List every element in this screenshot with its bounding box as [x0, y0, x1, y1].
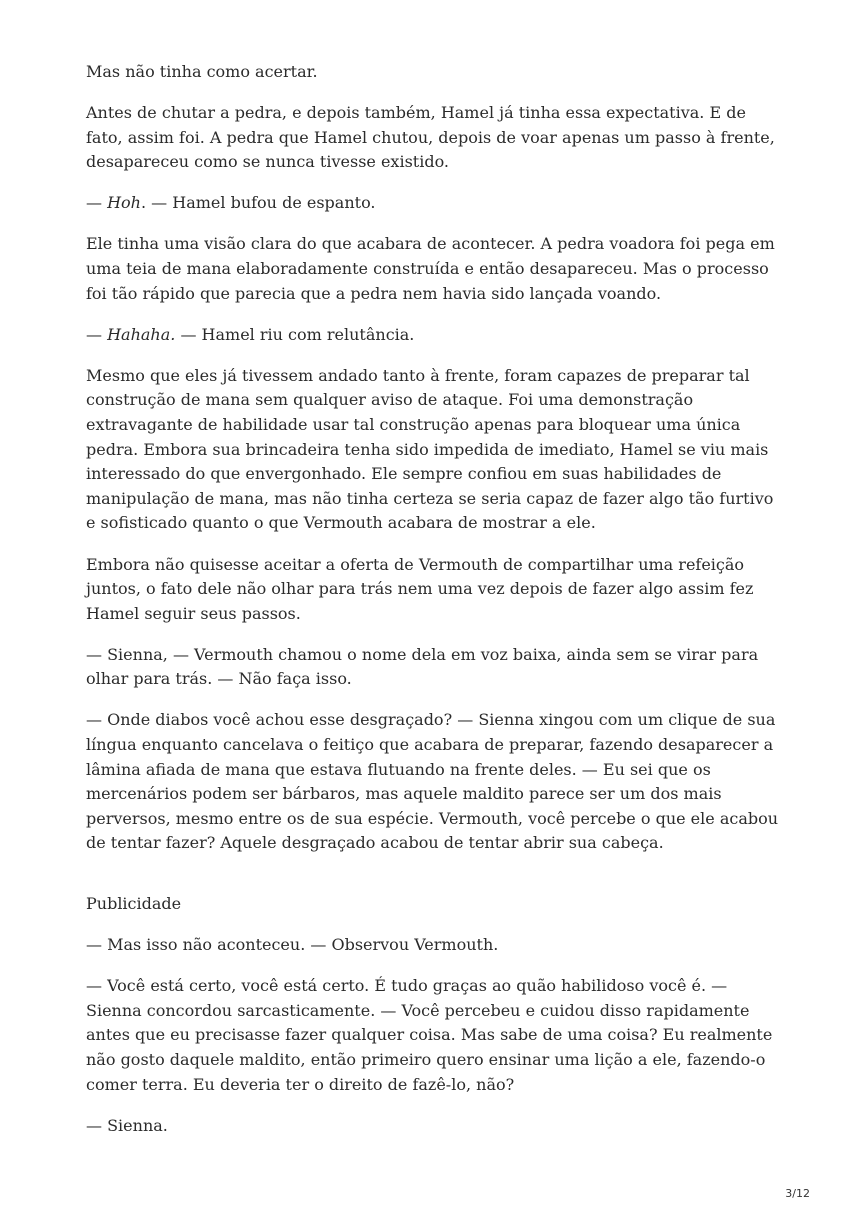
paragraph-3 [86, 191, 786, 216]
paragraph-6: Mesmo que eles já tivessem andado tanto à frente, foram capazes de preparar tal construção de mana sem qualquer aviso de ataque. Foi uma demonstração extravagante de habilidade usar tal construção apenas para bloquear uma única pedra. Embora sua brincadeira tenha sido impedida de imediato, Hamel se viu mais interessado do que envergonhado. Ele sempre confiou em suas habilidades de manipulação de mana, mas não tinha certeza se seria capaz de fazer algo tão furtivo e sofisticado quanto o que Vermouth acabara de mostrar a ele. [86, 365, 774, 533]
dialogue-dash: — [86, 193, 108, 213]
paragraph-8: — Sienna, — Vermouth chamou o nome dela em voz baixa, ainda sem se virar para olhar para trás. — Não faça isso. [86, 644, 759, 689]
italic-interjection: Hoh [107, 193, 141, 213]
paragraph-9: — Onde diabos você achou esse desgraçado? — Sienna xingou com um clique de sua língua enquanto cancelava o feitiço que acabara de preparar, fazendo desaparecer a lâmina afiada de mana que estava flutuando na frente deles. — Eu sei que os mercenários podem ser bárbaros, mas aquele maldito parece ser um dos mais perversos, mesmo entre os de sua espécie. Vermouth, você percebe o que ele acabou de tentar fazer? Aquele desgraçado acabou de tentar abrir sua cabeça. [86, 710, 779, 853]
paragraph-7: Embora não quisesse aceitar a oferta de Vermouth de compartilhar uma refeição juntos, o fato dele não olhar para trás nem uma vez depois de fazer algo assim fez Hamel seguir seus passos. [86, 554, 754, 623]
paragraph-12: — Sienna. [86, 1115, 168, 1135]
paragraph-5 [86, 323, 786, 348]
page-number: 3/12 [785, 1187, 810, 1200]
paragraph-2: Antes de chutar a pedra, e depois também, Hamel já tinha essa expectativa. E de fato, assim foi. A pedra que Hamel chutou, depois de voar apenas um passo à frente, desapareceu como se nunca tivesse existido. [86, 103, 775, 172]
paragraph-11: — Você está certo, você está certo. É tudo graças ao quão habilidoso você é. — Sienna concordou sarcasticamente. — Você percebeu e cuidou disso rapidamente antes que eu precisasse fazer qualquer coisa. Mas sabe de uma coisa? Eu realmente não gosto daquele maldito, então primeiro quero ensinar uma lição a ele, fazendo-o comer terra. Eu deveria ter o direito de fazê-lo, não? [86, 976, 773, 1094]
document-page [86, 60, 786, 1155]
dialogue-tag: — Hamel riu com relutância. [175, 324, 415, 344]
paragraph-10: — Mas isso não aconteceu. — Observou Vermouth. [86, 935, 499, 955]
paragraph-4: Ele tinha uma visão clara do que acabara de acontecer. A pedra voadora foi pega em uma teia de mana elaboradamente construída e então desapareceu. Mas o processo foi tão rápido que parecia que a pedra nem havia sido lançada voando. [86, 234, 775, 303]
dialogue-dash: — [86, 324, 108, 344]
italic-interjection: Hahaha. [107, 324, 176, 344]
advertisement-label: Publicidade [86, 894, 182, 914]
paragraph-1: Mas não tinha como acertar. [86, 62, 318, 81]
dialogue-tag: . — Hamel bufou de espanto. [140, 193, 376, 213]
